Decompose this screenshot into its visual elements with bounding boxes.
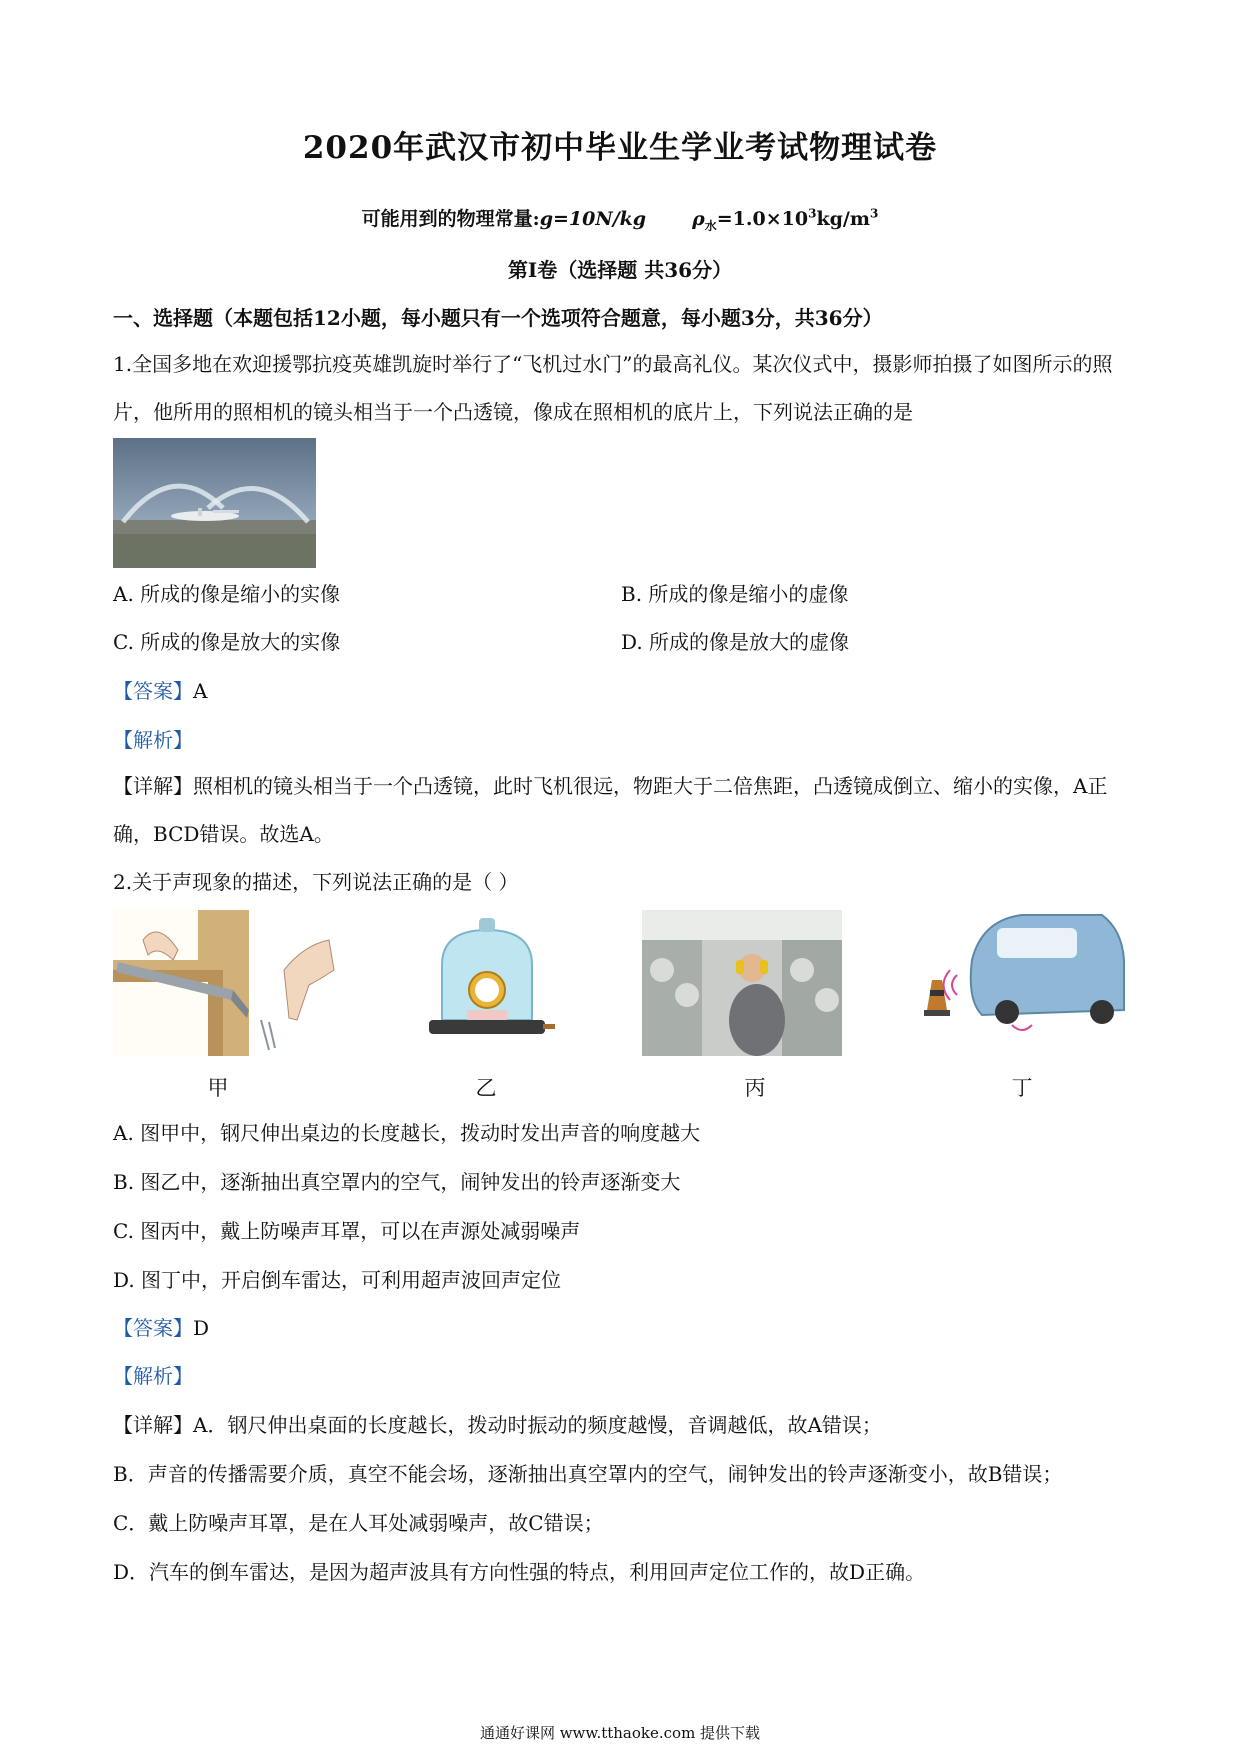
q2-option-d: D. 图丁中，开启倒车雷达，可利用超声波回声定位	[113, 1268, 562, 1292]
q1-detail	[113, 762, 1133, 858]
q1-option-d: D. 所成的像是放大的虚像	[621, 630, 850, 654]
q1-airplane-photo	[113, 438, 316, 568]
rho-unit-exponent: 3	[869, 206, 879, 221]
q2-caption-ding: 丁	[1011, 1076, 1033, 1100]
rho-unit: kg/m	[816, 208, 870, 230]
q2-detail-tag: 【详解】	[113, 1413, 193, 1437]
q2-figure-car-radar	[912, 900, 1128, 1050]
q2-figure-ruler	[113, 910, 249, 1056]
gravity-constant: g=10N/kg	[539, 208, 647, 230]
q1-option-a: A. 所成的像是缩小的实像	[113, 582, 341, 606]
constants-prefix: 可能用到的物理常量:	[361, 208, 540, 230]
q2-answer-value: D	[193, 1316, 210, 1340]
q1-stem: 1.全国多地在欢迎援鄂抗疫英雄凯旋时举行了“飞机过水门”的最高礼仪。某次仪式中，摄影师拍摄了如图所示的照片，他所用的照相机的镜头相当于一个凸透镜，像成在照相机的底片上，下列说法正确的是	[113, 352, 1113, 424]
section-header: 一、选择题（本题包括12小题，每小题只有一个选项符合题意，每小题3分，共36分）	[113, 306, 883, 330]
q1-answer-row	[113, 675, 207, 704]
q2-detail-a	[113, 1409, 1133, 1438]
rho-symbol: ρ	[692, 208, 705, 230]
q2-stem: 2.关于声现象的描述，下列说法正确的是（ ）	[113, 870, 519, 894]
q2-figure-bell-jar	[417, 910, 557, 1056]
q1-answer-tag: 【答案】	[113, 679, 193, 703]
rho-exponent: 3	[808, 206, 817, 221]
q1-option-c: C. 所成的像是放大的实像	[113, 630, 341, 654]
q2-detail-d: D．汽车的倒车雷达，是因为超声波具有方向性强的特点，利用回声定位工作的，故D正确。	[113, 1560, 926, 1584]
q2-caption-yi: 乙	[475, 1076, 497, 1100]
q2-figure-finger	[249, 910, 339, 1056]
physics-constants	[0, 204, 1240, 234]
q2-option-c: C. 图丙中，戴上防噪声耳罩，可以在声源处减弱噪声	[113, 1219, 581, 1243]
q1-detail-tag: 【详解】	[113, 774, 193, 798]
q2-caption-jia: 甲	[207, 1076, 229, 1100]
q2-answer-tag: 【答案】	[113, 1316, 193, 1340]
volume-header: 第I卷（选择题 共36分）	[507, 258, 733, 282]
rho-subscript: 水	[704, 218, 717, 233]
footer-download-note: 通通好课网 www.tthaoke.com 提供下载	[479, 1724, 761, 1742]
q2-analysis-tag: 【解析】	[113, 1364, 193, 1388]
q2-detail-a-text: A．钢尺伸出桌面的长度越长，拨动时振动的频度越慢，音调越低，故A错误；	[193, 1413, 882, 1437]
q2-option-a: A. 图甲中，钢尺伸出桌边的长度越长，拨动时发出声音的响度越大	[113, 1121, 701, 1145]
rho-value: =1.0×10	[716, 208, 809, 230]
q2-detail-c: C．戴上防噪声耳罩，是在人耳处减弱噪声，故C错误；	[113, 1511, 604, 1535]
q1-detail-text: 照相机的镜头相当于一个凸透镜，此时飞机很远，物距大于二倍焦距，凸透镜成倒立、缩小的实像，A正确，BCD错误。故选A。	[113, 774, 1108, 846]
q2-detail-b: B．声音的传播需要介质，真空不能会场，逐渐抽出真空罩内的空气，闹钟发出的铃声逐渐变小，故B错误；	[113, 1462, 1063, 1486]
q2-figure-factory-worker	[642, 910, 842, 1056]
q2-caption-bing: 丙	[744, 1076, 766, 1100]
q2-option-b: B. 图乙中，逐渐抽出真空罩内的空气，闹钟发出的铃声逐渐变大	[113, 1170, 681, 1194]
q1-analysis-tag: 【解析】	[113, 728, 193, 752]
q1-answer-value: A	[193, 679, 208, 703]
page-title: 2020年武汉市初中毕业生学业考试物理试卷	[302, 130, 938, 166]
q2-answer-row	[113, 1312, 209, 1341]
q1-option-b: B. 所成的像是缩小的虚像	[621, 582, 849, 606]
